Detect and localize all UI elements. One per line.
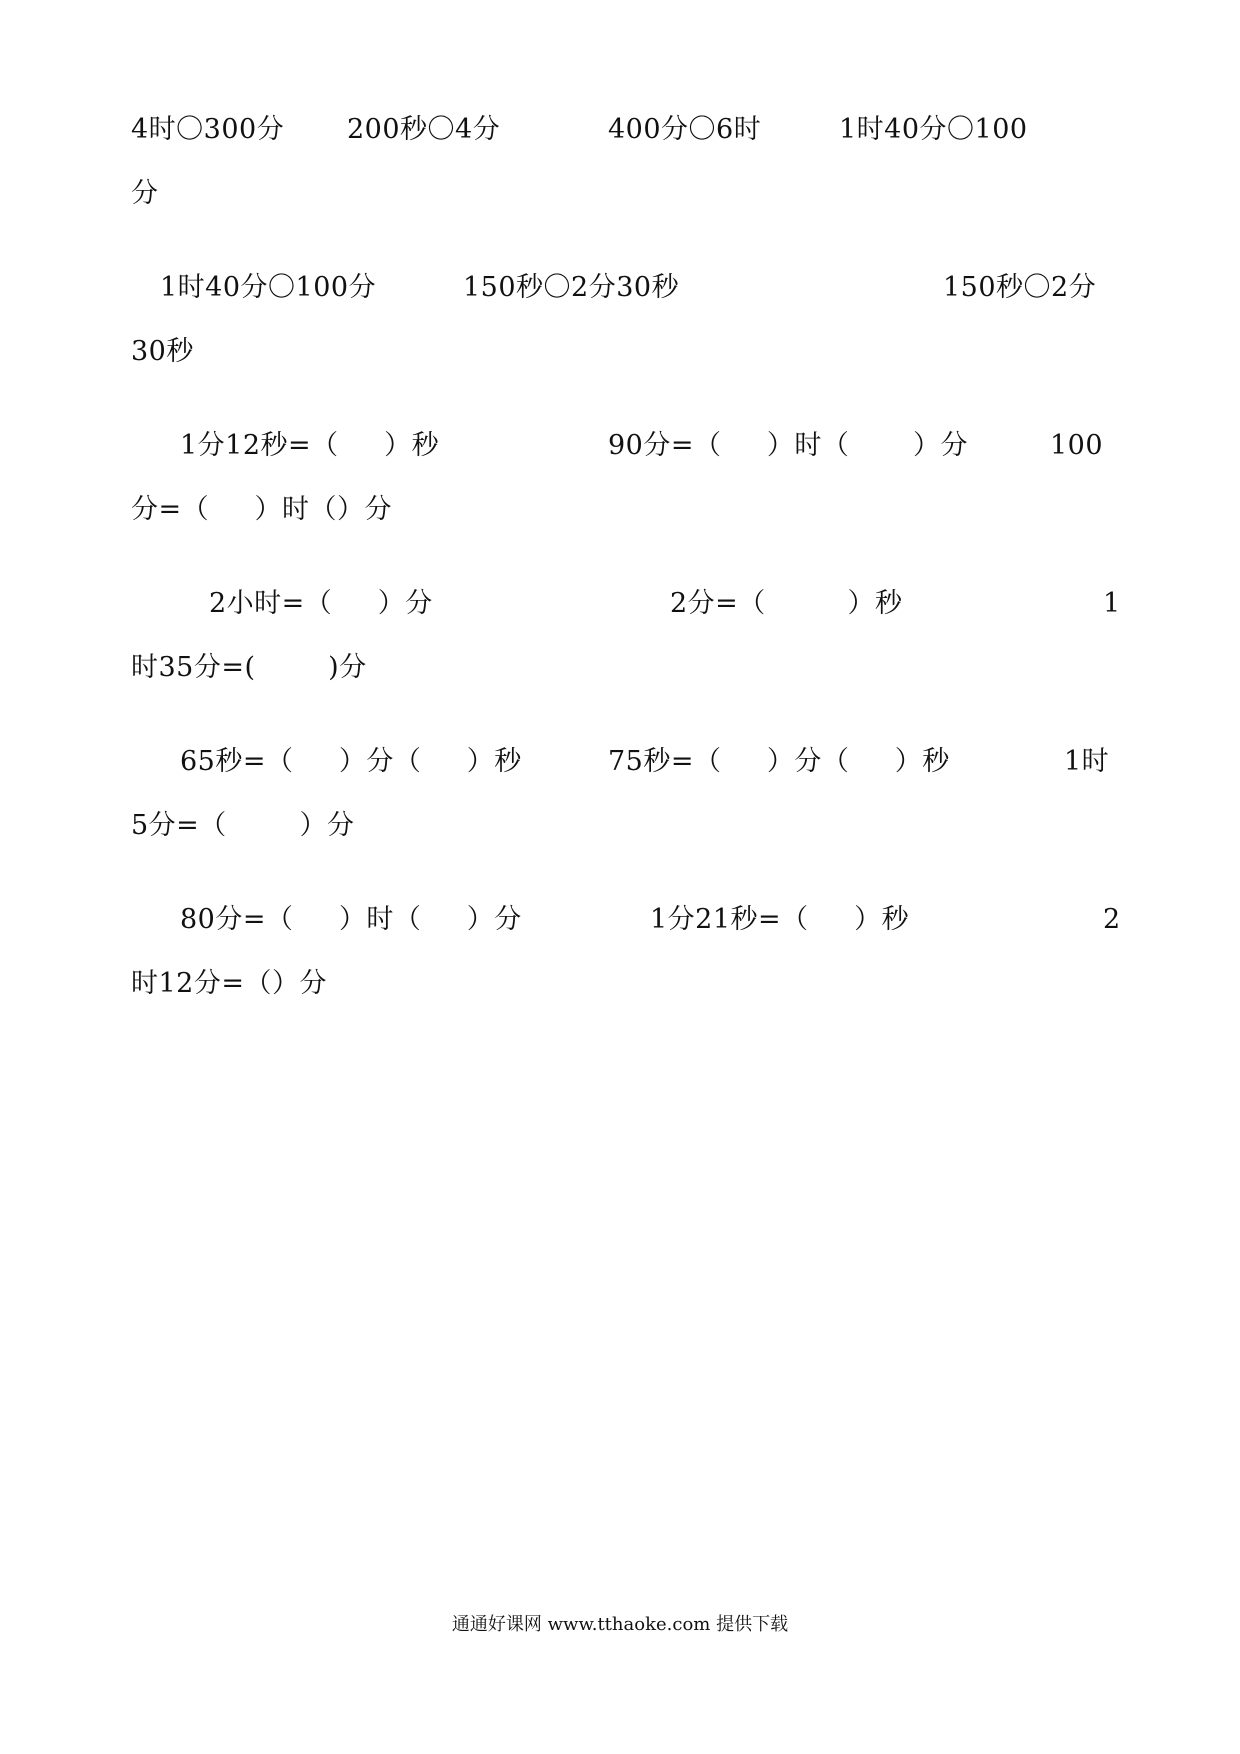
compare-item: 400分〇6时 bbox=[608, 114, 762, 145]
conversion-item: 1分12秒=（ ）秒 bbox=[180, 430, 440, 461]
compare-item: 150秒〇2分 bbox=[943, 272, 1097, 303]
compare-item: 200秒〇4分 bbox=[347, 114, 501, 145]
conversion-item: 1时 bbox=[1064, 746, 1110, 777]
wrapped-text: 分 bbox=[131, 178, 159, 209]
compare-item: 150秒〇2分30秒 bbox=[463, 272, 680, 303]
wrapped-text: 5分=（ ）分 bbox=[131, 810, 355, 841]
page-footer: 通通好课网 www.tthaoke.com 提供下载 bbox=[451, 1614, 789, 1635]
conversion-item: 65秒=（ ）分（ ）秒 bbox=[180, 746, 522, 777]
compare-item: 1时40分〇100 bbox=[839, 114, 1028, 145]
wrapped-text: 分=（ ）时（）分 bbox=[131, 494, 393, 525]
conversion-item: 1分21秒=（ ）秒 bbox=[650, 904, 910, 935]
compare-item: 4时〇300分 bbox=[131, 114, 285, 145]
conversion-item: 100 bbox=[1050, 430, 1104, 461]
wrapped-text: 30秒 bbox=[131, 336, 194, 367]
conversion-item: 2小时=（ ）分 bbox=[209, 588, 433, 619]
compare-item: 1时40分〇100分 bbox=[160, 272, 377, 303]
wrapped-text: 时12分=（）分 bbox=[131, 968, 327, 999]
conversion-item: 2 bbox=[1103, 904, 1121, 935]
conversion-item: 80分=（ ）时（ ）分 bbox=[180, 904, 522, 935]
conversion-item: 2分=（ ）秒 bbox=[670, 588, 903, 619]
conversion-item: 75秒=（ ）分（ ）秒 bbox=[608, 746, 950, 777]
conversion-item: 90分=（ ）时（ ）分 bbox=[608, 430, 968, 461]
conversion-item: 1 bbox=[1103, 588, 1121, 619]
wrapped-text: 时35分=( )分 bbox=[131, 652, 367, 683]
